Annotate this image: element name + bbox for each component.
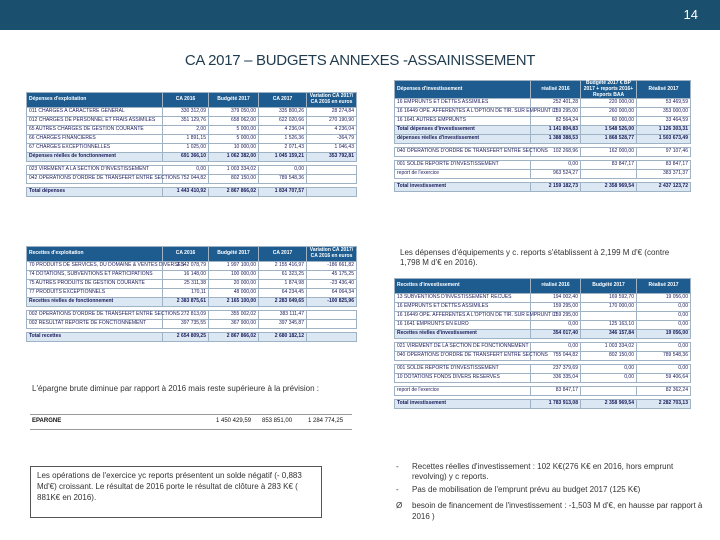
table-row <box>27 262 357 271</box>
table-cell: 1 003 334,02 <box>209 166 259 175</box>
table-cell: 002 OPERATIONS D'ORDRE DE TRANSFERT ENTRE SECTIONS <box>27 311 163 320</box>
table-cell: 60 000,00 <box>581 117 637 126</box>
table-cell: 1 834 707,57 <box>259 188 307 197</box>
table-cell: 162 000,00 <box>581 148 637 157</box>
table-cell: 2 282 703,13 <box>637 400 691 409</box>
table-cell: 789 548,36 <box>259 175 307 184</box>
table-cell: 353 792,81 <box>307 153 357 162</box>
table-cell: -186 661,82 <box>307 262 357 271</box>
table-cell: 20 000,00 <box>209 280 259 289</box>
table-cell: 752 044,82 <box>163 175 209 184</box>
table-row <box>27 126 357 135</box>
note-depenses-equipement: Les dépenses d'équipements y c. reports s'établissent à 2,199 M d'€ (contre 1,798 M d'€ en 2016). <box>400 248 670 268</box>
table-cell: 2 383 875,61 <box>163 298 209 307</box>
table-cell: 97 107,46 <box>637 148 691 157</box>
table-cell: 237 379,69 <box>531 365 581 374</box>
column-header: réalisé 2016 <box>531 279 581 294</box>
table-cell: report de l'exercice <box>395 387 531 396</box>
table-cell: 346 157,84 <box>581 330 637 339</box>
table-cell: 102 268,96 <box>531 148 581 157</box>
table-cell <box>307 175 357 184</box>
table-cell: 1 783 913,08 <box>531 400 581 409</box>
table-cell: 16 16449 OPE. AFFERENTES A L'OPTION DE TIR. SUR EMPRUNT LT <box>395 108 531 117</box>
table-cell: 040 OPERATIONS D'ORDRE DE TRANSFERT ENTRE SECTIONS <box>395 352 531 361</box>
table-cell: 042 OPERATIONS D'ORDRE DE TRANSFERT ENTRE SECTIONS <box>27 175 163 184</box>
table-cell: 0,00 <box>531 321 581 330</box>
table-cell: 351 129,76 <box>163 117 209 126</box>
table-cell: 77 PRODUITS EXCEPTIONNELS <box>27 289 163 298</box>
top-bar <box>0 0 720 30</box>
table-depenses-investissement <box>394 80 691 192</box>
table-row <box>27 298 357 307</box>
table-depenses-fonctionnement <box>26 92 357 197</box>
column-header: Recettes d'investissement <box>395 279 531 294</box>
table-cell: 2 867 866,02 <box>209 188 259 197</box>
table-cell: 1 503 673,49 <box>637 135 691 144</box>
table-cell: 367 900,00 <box>209 320 259 329</box>
column-header: Budgété 2017 <box>209 247 259 262</box>
table-row <box>395 108 691 117</box>
table-cell: 159 295,00 <box>531 108 581 117</box>
table-cell: 0,00 <box>581 365 637 374</box>
table-cell: 16 1641 EMPRUNTS EN EURO <box>395 321 531 330</box>
column-header: Recettes d'exploitation <box>27 247 163 262</box>
table-cell: report de l'exercice <box>395 170 531 179</box>
table-cell: 2 358 969,54 <box>581 183 637 192</box>
table-cell: 5 000,00 <box>209 126 259 135</box>
table-cell: 45 175,25 <box>307 271 357 280</box>
table-row <box>27 320 357 329</box>
table-recettes-fonctionnement <box>26 246 357 342</box>
table-cell: 1 141 804,83 <box>531 126 581 135</box>
table-cell: 622 020,66 <box>259 117 307 126</box>
table-row <box>27 166 357 175</box>
table-cell: 001 SOLDE REPORTE D'INVESTISSEMENT <box>395 161 531 170</box>
table-cell: 19 056,00 <box>637 294 691 303</box>
bullet-text: Pas de mobilisation de l'emprunt prévu au budget 2017 (125 K€) <box>412 484 641 494</box>
table-cell: 170,11 <box>163 289 209 298</box>
table-cell: 100 000,00 <box>209 271 259 280</box>
table-cell: 330 312,09 <box>163 108 209 117</box>
table-cell: 2 165 100,00 <box>209 298 259 307</box>
bullet-list <box>396 462 708 522</box>
table-cell: 1 997 100,00 <box>209 262 259 271</box>
bullet-item <box>396 462 708 483</box>
table-cell: 82 362,24 <box>637 387 691 396</box>
table-cell: 10 000,00 <box>209 144 259 153</box>
table-row <box>395 374 691 383</box>
table-cell: 13 SUBVENTIONS D'INVESTISSEMENT RECUES <box>395 294 531 303</box>
table-cell: 383 371,37 <box>637 170 691 179</box>
table-row <box>27 153 357 162</box>
table-cell: 336 335,04 <box>531 374 581 383</box>
table-row <box>395 294 691 303</box>
table-cell: 64 064,34 <box>307 289 357 298</box>
table-cell: 67 CHARGES EXCEPTIONNELLES <box>27 144 163 153</box>
table-cell: 272 813,09 <box>163 311 209 320</box>
table-cell: 802 150,00 <box>581 352 637 361</box>
table-cell: 1 045 159,21 <box>259 153 307 162</box>
table-cell: 16 EMPRUNTS ET DETTES ASSIMILES <box>395 303 531 312</box>
note-epargne-brute: L'épargne brute diminue par rapport à 2016 mais reste supérieure à la prévision : <box>32 384 320 393</box>
table-cell: 16 16449 OPE. AFFERENTES A L'OPTION DE TIR. SUR EMPRUNT LT <box>395 312 531 321</box>
table-row <box>395 352 691 361</box>
table-cell: 16 EMPRUNTS ET DETTES ASSIMILES <box>395 99 531 108</box>
table-cell: 53 469,59 <box>637 99 691 108</box>
table-cell: 2,00 <box>163 126 209 135</box>
table-cell: 021 VIREMENT DE LA SECTION DE FONCTIONNEMENT <box>395 343 531 352</box>
table-cell: 0,00 <box>637 321 691 330</box>
column-header: Réalisé 2017 <box>637 279 691 294</box>
table-row <box>395 170 691 179</box>
table-cell: 012 CHARGES DE PERSONNEL ET FRAIS ASSIMILES <box>27 117 163 126</box>
table-cell: Total investissement <box>395 183 531 192</box>
table-cell: 011 CHARGES A CARACTERE GENERAL <box>27 108 163 117</box>
table-row <box>395 365 691 374</box>
table-cell: 2 437 123,72 <box>637 183 691 192</box>
table-cell: 25 311,38 <box>163 280 209 289</box>
table-cell: 0,00 <box>637 303 691 312</box>
table-cell: 252 401,28 <box>531 99 581 108</box>
arrow-bullet-icon: Ø <box>396 501 403 511</box>
table-cell: 789 548,36 <box>637 352 691 361</box>
table-row <box>395 400 691 409</box>
bullet-item <box>396 485 708 495</box>
table-row <box>395 126 691 135</box>
table-cell: 397 735,55 <box>163 320 209 329</box>
table-cell: 755 044,82 <box>531 352 581 361</box>
table-cell: 802 150,00 <box>209 175 259 184</box>
column-header: CA 2017 <box>259 247 307 262</box>
table-cell: 040 OPERATIONS D'ORDRE DE TRANSFERT ENTRE SECTIONS <box>395 148 531 157</box>
table-cell: 61 323,25 <box>259 271 307 280</box>
table-cell: 1 548 526,00 <box>581 126 637 135</box>
table-cell: 64 234,45 <box>259 289 307 298</box>
column-header: CA 2016 <box>163 93 209 108</box>
table-row <box>395 321 691 330</box>
epargne-row <box>30 414 352 430</box>
table-cell: 2 159 182,73 <box>531 183 581 192</box>
table-cell: 16 148,00 <box>163 271 209 280</box>
table-cell: 1 062 382,00 <box>209 153 259 162</box>
column-header: Dépenses d'exploitation <box>27 93 163 108</box>
column-header: CA 2016 <box>163 247 209 262</box>
bullet-marker: - <box>396 484 399 494</box>
column-header: Dépenses d'investissement <box>395 81 531 99</box>
epargne-value-2016: 1 450 429,59 <box>216 418 252 424</box>
table-row <box>395 343 691 352</box>
table-cell: Total investissement <box>395 400 531 409</box>
table-cell: -100 825,96 <box>307 298 357 307</box>
table-cell: 2 358 969,54 <box>581 400 637 409</box>
resultat-text: Les opérations de l'exercice yc reports présentent un solde négatif (- 0,883 Md'€) croissant. Le résultat de 2016 porte le résultat de clôture à 283 K€ ( 881K€ en 2016). <box>37 471 302 502</box>
table-cell <box>307 333 357 342</box>
table-cell: 0,00 <box>637 343 691 352</box>
table-cell: 220 000,00 <box>581 99 637 108</box>
page-title: CA 2017 – BUDGETS ANNEXES -ASSAINISSEMENT <box>184 52 536 69</box>
table-cell: 691 366,10 <box>163 153 209 162</box>
table-cell: 159 295,00 <box>531 303 581 312</box>
table-cell: 0,00 <box>531 161 581 170</box>
table-cell: 379 050,00 <box>209 108 259 117</box>
table-cell: 0,00 <box>637 312 691 321</box>
table-cell: 2 654 809,25 <box>163 333 209 342</box>
table-cell: 658 062,00 <box>209 117 259 126</box>
table-cell: 355 002,02 <box>209 311 259 320</box>
table-cell: 125 163,10 <box>581 321 637 330</box>
table-cell: 397 345,87 <box>259 320 307 329</box>
table-row <box>395 183 691 192</box>
table-cell: 023 VIREMENT A LA SECTION D'INVESTISSEMENT <box>27 166 163 175</box>
resultat-box <box>30 466 322 518</box>
table-cell: 1 526,36 <box>259 135 307 144</box>
table-cell: 4 236,04 <box>259 126 307 135</box>
table-cell <box>307 188 357 197</box>
table-cell: 75 AUTRES PRODUITS DE GESTION COURANTE <box>27 280 163 289</box>
table-cell: 83 847,17 <box>531 387 581 396</box>
column-header: Budgété 2017 <box>209 93 259 108</box>
table-cell <box>307 166 357 175</box>
table-cell: 002 RESULTAT REPORTE DE FONCTIONNEMENT <box>27 320 163 329</box>
table-row <box>395 330 691 339</box>
table-cell: Recettes réelles d'investissement <box>395 330 531 339</box>
table-cell: 19 056,00 <box>637 330 691 339</box>
table-cell: 5 000,00 <box>209 135 259 144</box>
table-cell: Recettes réelles de fonctionnement <box>27 298 163 307</box>
table-row <box>27 117 357 126</box>
table-cell: 0,00 <box>581 374 637 383</box>
table-cell: 169 592,70 <box>581 294 637 303</box>
arrow-point-text: besoin de financement de l'investissement : -1,503 M d'€, en hausse par rapport à 2016 ) <box>412 501 703 521</box>
column-header: Budgété 2017 <box>581 279 637 294</box>
table-row <box>27 144 357 153</box>
table-row <box>27 333 357 342</box>
table-row <box>27 175 357 184</box>
table-cell: 33 464,59 <box>637 117 691 126</box>
table-cell: 1 891,15 <box>163 135 209 144</box>
table-cell: 48 000,00 <box>209 289 259 298</box>
table-cell: 2 342 078,79 <box>163 262 209 271</box>
table-row <box>27 188 357 197</box>
table-cell: 1 874,98 <box>259 280 307 289</box>
table-row <box>395 117 691 126</box>
page-number: 14 <box>683 7 698 22</box>
table-cell: 4 236,04 <box>307 126 357 135</box>
table-cell <box>307 320 357 329</box>
table-row <box>27 280 357 289</box>
table-header-row <box>395 279 691 294</box>
table-cell: 59 406,64 <box>637 374 691 383</box>
table-cell: 0,00 <box>259 166 307 175</box>
table-cell: Total dépenses d'investissement <box>395 126 531 135</box>
table-cell: 159 295,00 <box>531 312 581 321</box>
table-cell: 353 000,00 <box>637 108 691 117</box>
table-cell: 16 1641 AUTRES EMPRUNTS <box>395 117 531 126</box>
table-row <box>395 99 691 108</box>
table-cell: 83 847,17 <box>581 161 637 170</box>
epargne-value-2017: 1 284 774,25 <box>308 418 344 424</box>
epargne-value-budget-2017: 853 851,00 <box>262 418 293 424</box>
table-cell: 383 111,47 <box>259 311 307 320</box>
table-cell: 1 126 303,31 <box>637 126 691 135</box>
table-cell <box>581 387 637 396</box>
table-cell: -364,79 <box>307 135 357 144</box>
table-cell: 1 046,43 <box>307 144 357 153</box>
table-header-row <box>27 93 357 108</box>
table-row <box>395 312 691 321</box>
table-cell: 83 847,17 <box>637 161 691 170</box>
column-header: Budgété 2017 € BP 2017 + reports 2016+ Reports BAA <box>581 81 637 99</box>
table-cell: 1 003 334,02 <box>581 343 637 352</box>
table-cell <box>581 312 637 321</box>
table-cell: -23 436,40 <box>307 280 357 289</box>
table-cell: 74 DOTATIONS, SUBVENTIONS ET PARTICIPATIONS <box>27 271 163 280</box>
table-cell: 0,00 <box>531 343 581 352</box>
column-header: Variation CA 2017/ CA 2016 en euros <box>307 93 357 108</box>
table-cell: 66 CHARGES FINANCIERES <box>27 135 163 144</box>
table-cell <box>307 311 357 320</box>
table-cell: 0,00 <box>163 166 209 175</box>
bullet-marker: - <box>396 462 399 471</box>
table-cell: 10 DOTATIONS FONDS DIVERS RESERVES <box>395 374 531 383</box>
table-row <box>27 289 357 298</box>
table-row <box>27 271 357 280</box>
table-header-row <box>27 247 357 262</box>
column-header: Variation CA 2017/ CA 2016 en euros <box>307 247 357 262</box>
table-row <box>27 108 357 117</box>
table-cell: 335 800,26 <box>259 108 307 117</box>
table-cell: 260 000,00 <box>581 108 637 117</box>
table-cell: 354 017,40 <box>531 330 581 339</box>
arrow-point <box>396 501 708 522</box>
table-cell: 2 155 416,97 <box>259 262 307 271</box>
table-cell: 65 AUTRES CHARGES DE GESTION COURANTE <box>27 126 163 135</box>
table-cell: 82 564,24 <box>531 117 581 126</box>
table-cell: 2 283 049,65 <box>259 298 307 307</box>
table-cell: 70 PRODUITS DE SERVICES, DU DOMAINE & VENTES DIVERSES <box>27 262 163 271</box>
bullet-text: Recettes réelles d'investissement : 102 K€(276 K€ en 2016, hors emprunt revolving) y c reports. <box>412 462 674 482</box>
table-cell <box>581 170 637 179</box>
table-row <box>27 311 357 320</box>
table-cell: 194 002,40 <box>531 294 581 303</box>
table-cell: 1 443 410,92 <box>163 188 209 197</box>
column-header: Réalisé 2017 <box>637 81 691 99</box>
table-header-row <box>395 81 691 99</box>
table-row <box>395 135 691 144</box>
table-cell: Total dépenses <box>27 188 163 197</box>
epargne-label: EPARGNE <box>32 418 62 424</box>
column-header: réalisé 2016 <box>531 81 581 99</box>
table-row <box>395 387 691 396</box>
table-cell: 270 190,90 <box>307 117 357 126</box>
table-row <box>395 161 691 170</box>
table-cell: 001 SOLDE REPORTE D'INVESTISSEMENT <box>395 365 531 374</box>
table-cell: dépenses réelles d'investissement <box>395 135 531 144</box>
table-cell: 1 025,00 <box>163 144 209 153</box>
table-row <box>395 148 691 157</box>
table-cell: 1 868 528,77 <box>581 135 637 144</box>
table-cell: 28 274,84 <box>307 108 357 117</box>
table-cell: 0,00 <box>637 365 691 374</box>
table-cell: 170 000,00 <box>581 303 637 312</box>
table-cell: 1 388 388,53 <box>531 135 581 144</box>
table-cell: Total recettes <box>27 333 163 342</box>
table-cell: 963 524,27 <box>531 170 581 179</box>
column-header: CA 2017 <box>259 93 307 108</box>
table-row <box>27 135 357 144</box>
table-cell: 2 680 182,12 <box>259 333 307 342</box>
table-cell: 2 071,43 <box>259 144 307 153</box>
table-cell: 2 867 866,02 <box>209 333 259 342</box>
table-cell: Dépenses réelles de fonctionnement <box>27 153 163 162</box>
table-recettes-investissement <box>394 278 691 409</box>
table-row <box>395 303 691 312</box>
